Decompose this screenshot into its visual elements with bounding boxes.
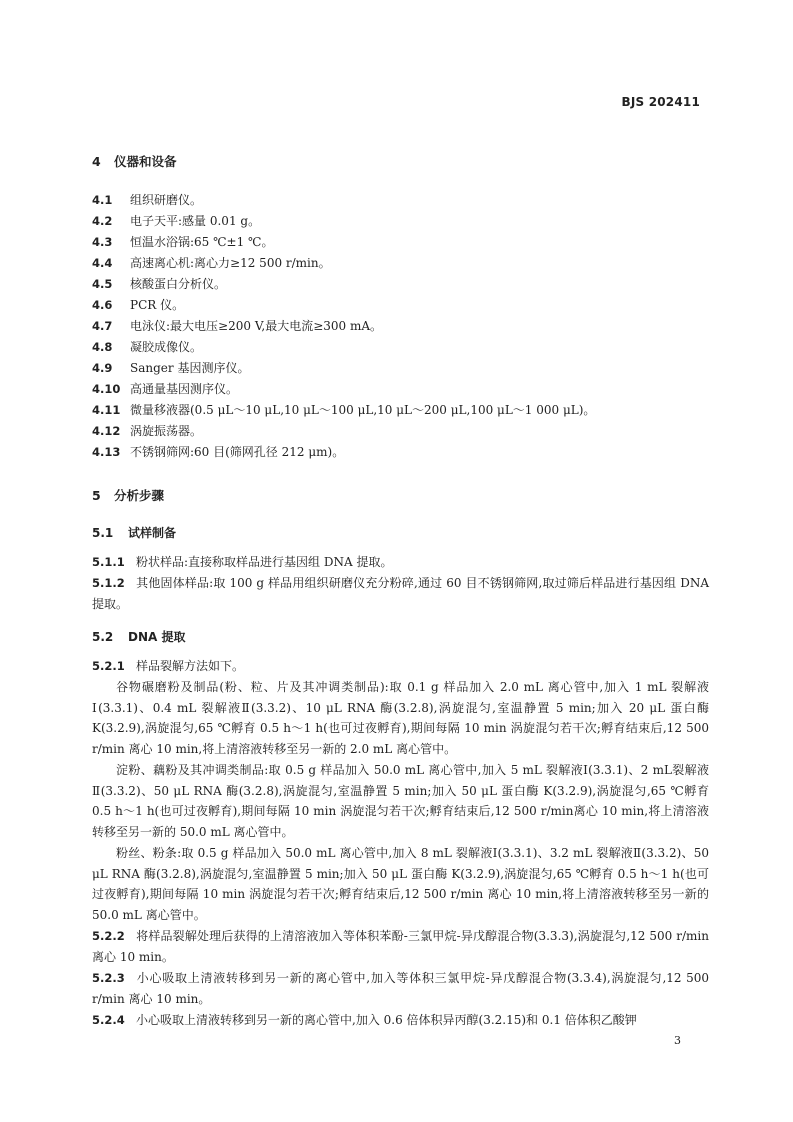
item-text: 组织研磨仪。 bbox=[130, 193, 203, 207]
item-text: 凝胶成像仪。 bbox=[130, 340, 203, 354]
item-text: Sanger 基因测序仪。 bbox=[130, 361, 250, 375]
paragraph-5-2-4 bbox=[92, 1010, 709, 1031]
subsection-title: DNA 提取 bbox=[128, 630, 186, 644]
subsection-title: 试样制备 bbox=[128, 526, 177, 540]
item-number: 4.3 bbox=[92, 235, 113, 249]
list-item bbox=[92, 358, 249, 378]
paragraph-5-1-1 bbox=[92, 552, 709, 573]
item-number: 4.7 bbox=[92, 319, 113, 333]
paragraph-5-2-3 bbox=[92, 968, 709, 1009]
item-number: 4.10 bbox=[92, 382, 121, 396]
section-5-heading bbox=[92, 486, 164, 504]
list-item bbox=[92, 337, 202, 357]
item-number: 4.9 bbox=[92, 361, 113, 375]
clause-text: 粉状样品:直接称取样品进行基因组 DNA 提取。 bbox=[136, 555, 393, 569]
clause-text: 将样品裂解处理后获得的上清溶液加入等体积苯酚-三氯甲烷-异戊醇混合物(3.3.3),涡旋混匀,12 500 r/min 离心 10 min。 bbox=[92, 929, 709, 964]
paragraph-cereal: 谷物碾磨粉及制品(粉、粒、片及其冲调类制品):取 0.1 g 样品加入 2.0 mL 离心管中,加入 1 mL 裂解液Ⅰ(3.3.1)、0.4 mL 裂解液Ⅱ(3.3.2)、10 μL RNA 酶(3.2.8),涡旋混匀,室温静置 5 min;加入 20 μL 蛋白酶 K(3.2.9),涡旋混匀,65 ℃孵育 0.5 h～1 h(也可过夜孵育),期间每隔 10 min 涡旋混匀若干次;孵育结束后,12 500 r/min 离心 10 min,将上清溶液转移至另一新的 2.0 mL 离心管中。 bbox=[92, 680, 709, 756]
item-text: 高通量基因测序仪。 bbox=[130, 382, 239, 396]
clause-text: 样品裂解方法如下。 bbox=[136, 659, 245, 673]
paragraph-5-2-1 bbox=[92, 656, 709, 677]
clause-text: 小心吸取上清液转移到另一新的离心管中,加入等体积三氯甲烷-异戊醇混合物(3.3.4),涡旋混匀,12 500 r/min 离心 10 min。 bbox=[92, 971, 709, 1006]
list-item bbox=[92, 295, 184, 315]
list-item bbox=[92, 190, 202, 210]
section-title: 仪器和设备 bbox=[114, 154, 177, 169]
clause-number: 5.1.2 bbox=[92, 576, 125, 590]
clause-text: 其他固体样品:取 100 g 样品用组织研磨仪充分粉碎,通过 60 目不锈钢筛网,取过筛后样品进行基因组 DNA 提取。 bbox=[92, 576, 709, 611]
item-number: 4.8 bbox=[92, 340, 113, 354]
section-title: 分析步骤 bbox=[114, 488, 165, 503]
item-number: 4.6 bbox=[92, 298, 113, 312]
page-number: 3 bbox=[674, 1034, 681, 1047]
document-code: BJS 202411 bbox=[621, 95, 700, 109]
subsection-number: 5.1 bbox=[92, 526, 114, 540]
list-item bbox=[92, 232, 273, 252]
item-number: 4.1 bbox=[92, 193, 113, 207]
item-text: 高速离心机:离心力≥12 500 r/min。 bbox=[130, 256, 331, 270]
item-text: 核酸蛋白分析仪。 bbox=[130, 277, 227, 291]
paragraph-5-2-2 bbox=[92, 926, 709, 967]
section-number: 4 bbox=[92, 154, 101, 169]
paragraph-5-1-2 bbox=[92, 573, 709, 614]
clause-text: 小心吸取上清液转移到另一新的离心管中,加入 0.6 倍体积异丙醇(3.2.15)和 0.1 倍体积乙酸钾 bbox=[136, 1013, 637, 1027]
item-text: 电子天平:感量 0.01 g。 bbox=[130, 214, 261, 228]
list-item bbox=[92, 211, 260, 231]
subsection-5-1-heading bbox=[92, 524, 176, 541]
item-number: 4.2 bbox=[92, 214, 113, 228]
item-number: 4.11 bbox=[92, 403, 121, 417]
item-text: 涡旋振荡器。 bbox=[130, 424, 203, 438]
item-number: 4.13 bbox=[92, 445, 121, 459]
subsection-5-2-heading bbox=[92, 628, 185, 645]
list-item bbox=[92, 379, 238, 399]
item-number: 4.5 bbox=[92, 277, 113, 291]
paragraph-starch: 淀粉、藕粉及其冲调类制品:取 0.5 g 样品加入 50.0 mL 离心管中,加入 5 mL 裂解液Ⅰ(3.3.1)、2 mL裂解液Ⅱ(3.3.2)、50 μL RNA 酶(3.2.8),涡旋混匀,室温静置 5 min;加入 50 μL 蛋白酶 K(3.2.9),涡旋混匀,65 ℃孵育 0.5 h～1 h(也可过夜孵育),期间每隔 10 min 涡旋混匀若干次;孵育结束后,12 500 r/min离心 10 min,将上清溶液转移至另一新的 50.0 mL 离心管中。 bbox=[92, 763, 709, 839]
list-item bbox=[92, 421, 202, 441]
list-item bbox=[92, 274, 226, 294]
clause-number: 5.2.2 bbox=[92, 929, 125, 943]
item-text: 恒温水浴锅:65 ℃±1 ℃。 bbox=[130, 235, 274, 249]
clause-number: 5.1.1 bbox=[92, 555, 125, 569]
item-text: 不锈钢筛网:60 目(筛网孔径 212 μm)。 bbox=[130, 445, 345, 459]
list-item bbox=[92, 400, 595, 420]
item-text: 微量移液器(0.5 μL～10 μL,10 μL～100 μL,10 μL～200 μL,100 μL～1 000 μL)。 bbox=[130, 403, 596, 417]
item-text: 电泳仪:最大电压≥200 V,最大电流≥300 mA。 bbox=[130, 319, 383, 333]
clause-number: 5.2.3 bbox=[92, 971, 125, 985]
clause-number: 5.2.4 bbox=[92, 1013, 125, 1027]
subsection-number: 5.2 bbox=[92, 630, 114, 644]
list-item bbox=[92, 442, 344, 462]
list-item bbox=[92, 316, 382, 336]
section-number: 5 bbox=[92, 488, 101, 503]
paragraph-noodle: 粉丝、粉条:取 0.5 g 样品加入 50.0 mL 离心管中,加入 8 mL 裂解液Ⅰ(3.3.1)、3.2 mL 裂解液Ⅱ(3.3.2)、50 μL RNA 酶(3.2.8),涡旋混匀,室温静置 5 min;加入 50 μL 蛋白酶 K(3.2.9),涡旋混匀,65 ℃孵育 0.5 h～1 h(也可过夜孵育),期间每隔 10 min 涡旋混匀若干次;孵育结束后,12 500 r/min 离心 10 min,将上清溶液转移至另一新的 50.0 mL 离心管中。 bbox=[92, 846, 709, 922]
clause-number: 5.2.1 bbox=[92, 659, 125, 673]
item-number: 4.4 bbox=[92, 256, 113, 270]
item-number: 4.12 bbox=[92, 424, 121, 438]
list-item bbox=[92, 253, 331, 273]
section-4-heading bbox=[92, 152, 177, 170]
item-text: PCR 仪。 bbox=[130, 298, 185, 312]
